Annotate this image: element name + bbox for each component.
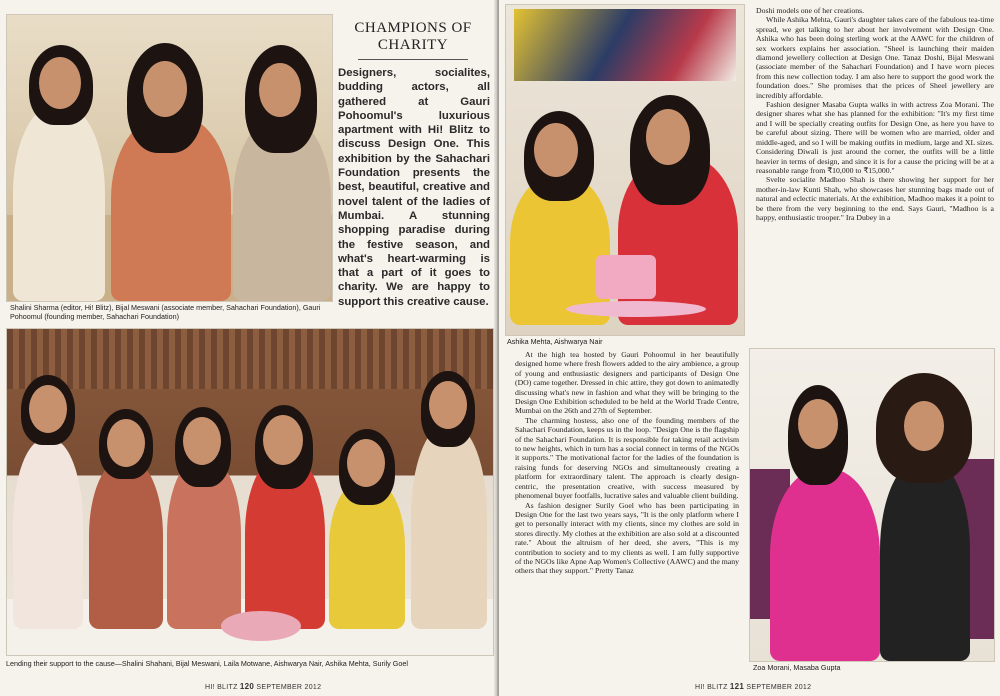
- photo-group-six: [6, 328, 494, 656]
- photo-three-hosts: [6, 14, 333, 302]
- article-heading: CHAMPIONS OF CHARITY: [338, 20, 488, 60]
- caption-top-right: Ashika Mehta, Aishwarya Nair: [507, 337, 603, 346]
- caption-bottom-right: Zoa Morani, Masaba Gupta: [753, 663, 841, 672]
- left-page: [0, 0, 497, 696]
- caption-bottom-left: Lending their support to the cause—Shalini Shahani, Bijal Meswani, Laila Motwane, Aishwarya Nair, Ashika Mehta, Surily Goel: [6, 659, 408, 668]
- photo-zoa-masaba: [749, 348, 995, 662]
- page-folio-right: HI! BLITZ 121 SEPTEMBER 2012: [695, 682, 812, 691]
- article-column-2: Doshi models one of her creations. While Ashika Mehta, Gauri's daughter takes care of the fabulous tea-time spread, we get talking to her about her involvement with Design One. Ashika who has been doing sterling work at the AAWC for the children of sex workers explains her association. "Sheel is launching their maiden diamond jewellery collection at Design One. Tanaz Doshi, Bijal Meswani (associate member of the Sahachari Foundation) and I have worn pieces from this new collection today. I am also here to support the good work the foundation does." She promises that the prices of Sheel jewellery are incredibly affordable. Fashion designer Masaba Gupta walks in with actress Zoa Morani. The designer shares what she has planned for the exhibition: "It's my first time and I will be specially creating outfits for Design One, as here you have to be careful about sizing. There will be women who are married, older and middle-aged, and so I will be making outfits in medium, large and XL sizes. Considering Diwali is just around the corner, the outfits will be a little heavier in terms of design, and since it is for a cause the pricing will be at a reasonable range from ₹10,000 to ₹15,000." Svelte socialite Madhoo Shah is there showing her support for her mother-in-law Kunti Shah, who showcases her stunning bags made out of natural and eclectic materials. At the exhibition, Madhoo makes it a point to be there from the very beginning to the end. Says Gauri, "Madhoo is a happy, enthusiastic trooper." Ira Dubey in a: [756, 6, 994, 222]
- page-folio-left: HI! BLITZ 120 SEPTEMBER 2012: [205, 682, 322, 691]
- right-page: [499, 0, 1000, 696]
- article-column-1: At the high tea hosted by Gauri Pohoomul in her beautifully designed home where fresh flowers added to the airy ambience, a group of young and enthusiastic designers and participants of Design One (DO) came together. Dressed in chic attire, they got down to animatedly discussing what's new in fashion and what they will be bringing to the Design One Exhibition scheduled to be held at the World Trade Centre, Mumbai on the 26th and 27th of September. The charming hostess, also one of the founding members of the Sahachari Foundation, keeps us in the loop. "Design One is the flagship of the Sahachari Foundation. It is responsible for taking retail activism to new heights, which in turn has a social connect in terms of the NGOs it supports." The motivational factor for the ladies of the foundation is raising funds for deserving NGOs and simultaneously creating a platform for extraordinary talent. The approach is clearly design-centric, the presentation creative, with success measured by phenomenal buyer footfalls, lucrative sales and valuable client building. As fashion designer Surily Goel who has been participating in Design One for the last two years says, "It is the only platform where I get to personally interact with my clients, since my clothes are sold in stores directly. My clothes at the exhibition are also sold at a discounted rate." About the altruism of her deed, she avers, "This is my contribution to society and to my clients as well. I am fully supportive of the NGOs like Apne Aap Women's Collective (AAWC) and the many others that they support." Pretty Tanaz: [515, 350, 739, 576]
- photo-two-women-cake: [505, 4, 745, 336]
- article-intro: Designers, socialites, budding actors, all gathered at Gauri Pohoomul's luxurious apartment with Hi! Blitz to discuss Design One. This exhibition by the Sahachari Foundation presents the best, beautiful, creative and novel talent of the ladies of Mumbai. A stunning shopping paradise during the festive season, and what's heart-warming is that a part of it goes to charity. We are happy to support this creative cause.: [338, 67, 490, 308]
- caption-top-left: Shalini Sharma (editor, Hi! Blitz), Bijal Meswani (associate member, Sahachari Foundation), Gauri Pohoomul (founding member, Sahachari Foundation): [10, 303, 321, 321]
